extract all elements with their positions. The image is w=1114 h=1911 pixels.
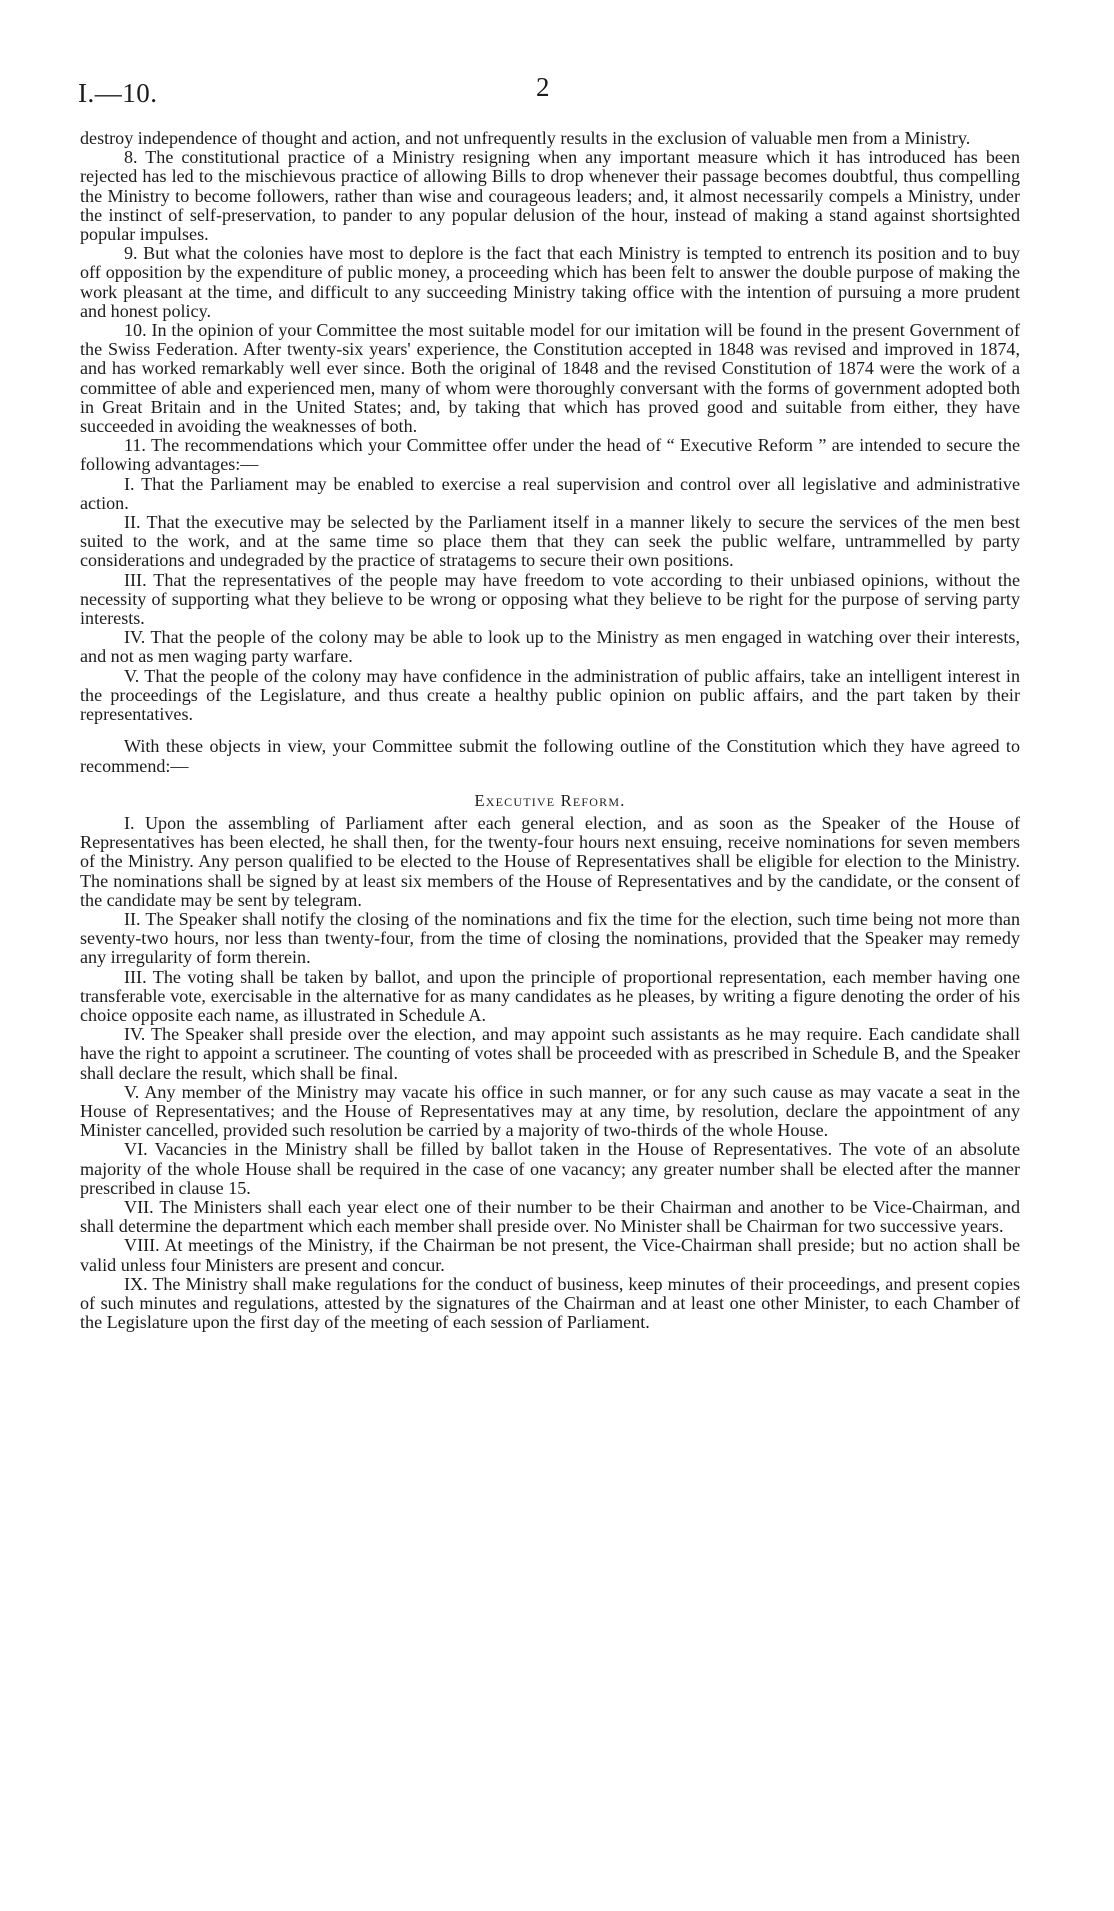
advantage-4: IV. That the people of the colony may be able to look up to the Ministry as men engaged in watching over their interests, and not as men waging party warfare. bbox=[80, 627, 1020, 667]
clause-9: IX. The Ministry shall make regulations for the conduct of business, keep minutes of their proceedings, and present copies of such minutes and regulations, attested by the signatures of the Chairman and at least one other Minister, to each Chamber of the Legislature upon the first day of the meeting of each session of Parliament. bbox=[80, 1273, 1020, 1333]
paragraph-continued: destroy independence of thought and action, and not unfrequently results in the exclusion of valuable men from a Ministry. bbox=[80, 128, 971, 148]
page-body bbox=[80, 129, 1020, 1332]
clause-7: VII. The Ministers shall each year elect one of their number to be their Chairman and another to be Vice-Chairman, and shall determine the department which each member shall preside over. No Minister shall be Chairman for two successive years. bbox=[80, 1196, 1020, 1237]
paragraph-9: 9. But what the colonies have most to deplore is the fact that each Ministry is tempted to entrench its position and to buy off opposition by the expenditure of public money, a proceeding which has been felt to answer the double purpose of making the work pleasant at the time, and difficult to any succeeding Ministry taking office with the intention of pursuing a more prudent and honest policy. bbox=[80, 243, 1020, 321]
section-heading: Executive Reform. bbox=[474, 790, 626, 810]
advantage-1: I. That the Parliament may be enabled to exercise a real supervision and control over all legislative and administrative action. bbox=[80, 473, 1020, 513]
page-number: 2 bbox=[536, 72, 550, 102]
clause-1: I. Upon the assembling of Parliament after each general election, and as soon as the Speaker of the House of Representatives has been elected, he shall then, for the twenty-four hours next ensuing, receive nominations for seven members of the Ministry. Any person qualified to be elected to the House of Representatives shall be eligible for election to the Ministry. The nominations shall be signed by at least six members of the House of Representatives and by the candidate, or the consent of the candidate may be sent by telegram. bbox=[80, 812, 1020, 910]
clause-4: IV. The Speaker shall preside over the election, and may appoint such assistants as he may require. Each candidate shall have the right to appoint a scrutineer. The counting of votes shall be proceeded with as prescribed in Schedule B, and the Speaker shall declare the result, which shall be final. bbox=[80, 1024, 1020, 1083]
paragraph-8: 8. The constitutional practice of a Ministry resigning when any important measure which it has introduced has been rejected has led to the mischievous practice of allowing Bills to drop whenever their passage becomes doubtful, thus compelling the Ministry to become followers, rather than wise and courageous leaders; and, it almost necessarily compels a Ministry, under the instinct of self-preservation, to pander to any popular delusion of the hour, instead of making a stand against shortsighted popular impulses. bbox=[80, 147, 1020, 245]
paragraph-objects: With these objects in view, your Committee submit the following outline of the Constitution which they have agreed to recommend:— bbox=[80, 736, 1020, 776]
paragraph-11: 11. The recommendations which your Committee offer under the head of “ Executive Reform ” are intended to secure the following advantages:— bbox=[80, 435, 1020, 475]
advantage-2: II. That the executive may be selected by the Parliament itself in a manner likely to secure the services of the men best suited to the work, and at the same time so place them that they can seek the public welfare, untrammelled by party considerations and undegraded by the practice of stratagems to secure their own positions. bbox=[80, 512, 1020, 571]
clause-5: V. Any member of the Ministry may vacate his office in such manner, or for any such cause as may vacate a seat in the House of Representatives; and the House of Representatives may at any time, by resolution, declare the appointment of any Minister cancelled, provided such resolution be carried by a majority of two-thirds of the whole House. bbox=[80, 1081, 1020, 1141]
clause-6: VI. Vacancies in the Ministry shall be filled by ballot taken in the House of Representatives. The vote of an absolute majority of the whole House shall be required in the case of one vacancy; any greater number shall be elected after the manner prescribed in clause 15. bbox=[80, 1139, 1020, 1198]
advantage-3: III. That the representatives of the people may have freedom to vote according to their unbiased opinions, without the necessity of supporting what they believe to be wrong or opposing what they believe to be right for the purpose of serving party interests. bbox=[80, 569, 1020, 629]
document-reference: I.—10. bbox=[78, 78, 158, 108]
paragraph-10: 10. In the opinion of your Committee the most suitable model for our imitation will be found in the present Government of the Swiss Federation. After twenty-six years' experience, the Constitution accepted in 1848 was revised and improved in 1874, and has worked remarkably well ever since. Both the original of 1848 and the revised Constitution of 1874 were the work of a committee of able and experienced men, many of whom were thoroughly conversant with the forms of government adopted both in Great Britain and in the United States; and, by taking that which has proved good and suitable from either, they have succeeded in avoiding the weaknesses of both. bbox=[80, 320, 1020, 437]
clause-2: II. The Speaker shall notify the closing of the nominations and fix the time for the election, such time being not more than seventy-two hours, nor less than twenty-four, from the time of closing the nominations, provided that the Speaker may remedy any irregularity of form therein. bbox=[80, 908, 1020, 968]
clause-8: VIII. At meetings of the Ministry, if the Chairman be not present, the Vice-Chairman shall preside; but no action shall be valid unless four Ministers are present and concur. bbox=[80, 1235, 1020, 1275]
advantage-5: V. That the people of the colony may have confidence in the administration of public affairs, take an intelligent interest in the proceedings of the Legislature, and thus create a healthy public opinion on public affairs, and the part taken by their representatives. bbox=[80, 665, 1020, 725]
page-header bbox=[0, 72, 1114, 112]
clause-3: III. The voting shall be taken by ballot, and upon the principle of proportional representation, each member having one transferable vote, exercisable in the alternative for as many candidates as he pleases, by writing a figure denoting the order of his choice opposite each name, as illustrated in Schedule A. bbox=[80, 966, 1020, 1025]
